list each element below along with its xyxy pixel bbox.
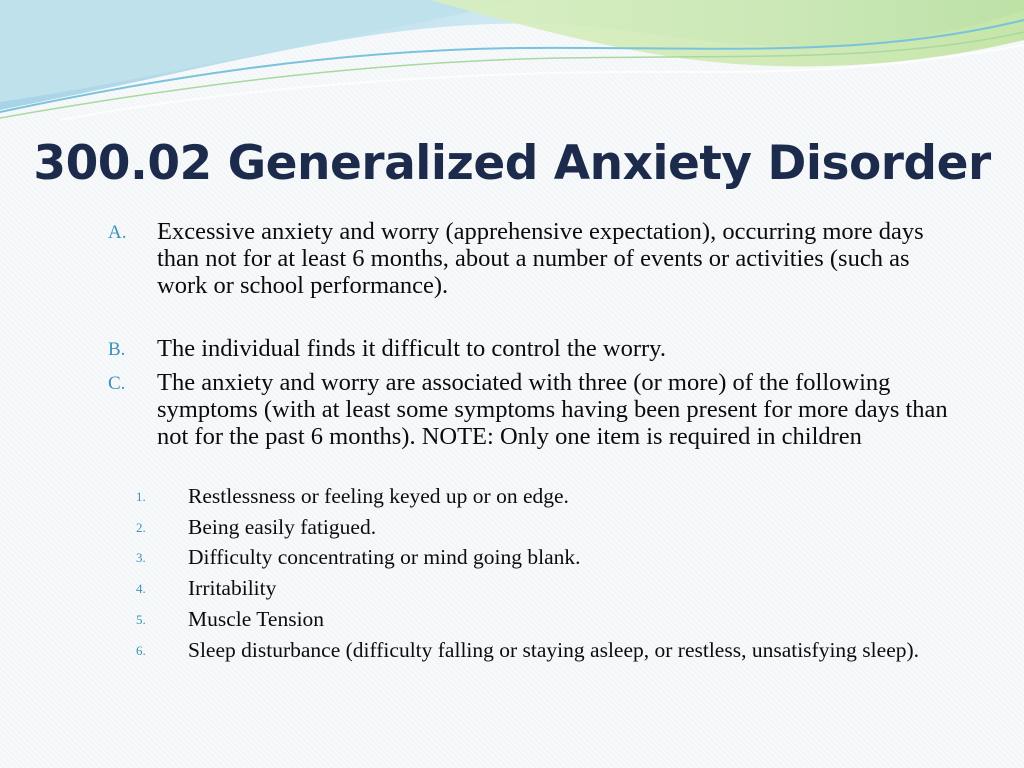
- symptom-marker: 1.: [136, 489, 146, 504]
- criterion-a-marker: A.: [108, 222, 127, 243]
- symptom-text: Restlessness or feeling keyed up or on edge.: [188, 484, 569, 508]
- symptom-marker: 2.: [136, 520, 146, 535]
- symptom-text: Muscle Tension: [188, 607, 325, 631]
- symptom-text: Being easily fatigued.: [188, 515, 377, 539]
- header-wave-decoration: [0, 0, 1024, 130]
- symptom-marker: 6.: [136, 643, 146, 658]
- criterion-b-marker: B.: [108, 339, 126, 360]
- criterion-c-text: The anxiety and worry are associated with three (or more) of the following symptoms (with at least some symptoms having been present for more days than not for the past 6 months). NOTE: Only one item is required in children: [157, 369, 948, 450]
- symptom-text: Difficulty concentrating or mind going blank.: [188, 545, 581, 569]
- slide-title: 300.02 Generalized Anxiety Disorder: [33, 136, 991, 191]
- criterion-a-text: Excessive anxiety and worry (apprehensive expectation), occurring more days than not for at least 6 months, about a number of events or activities (such as work or school performance).: [157, 218, 924, 299]
- symptom-text: Irritability: [188, 576, 277, 600]
- symptom-marker: 5.: [136, 612, 146, 627]
- symptom-text: Sleep disturbance (difficulty falling or staying asleep, or restless, unsatisfying sleep).: [188, 638, 920, 662]
- symptom-marker: 3.: [136, 550, 146, 565]
- criterion-c-marker: C.: [108, 373, 126, 394]
- criterion-b-text: The individual finds it difficult to control the worry.: [157, 335, 666, 362]
- symptom-marker: 4.: [136, 581, 146, 596]
